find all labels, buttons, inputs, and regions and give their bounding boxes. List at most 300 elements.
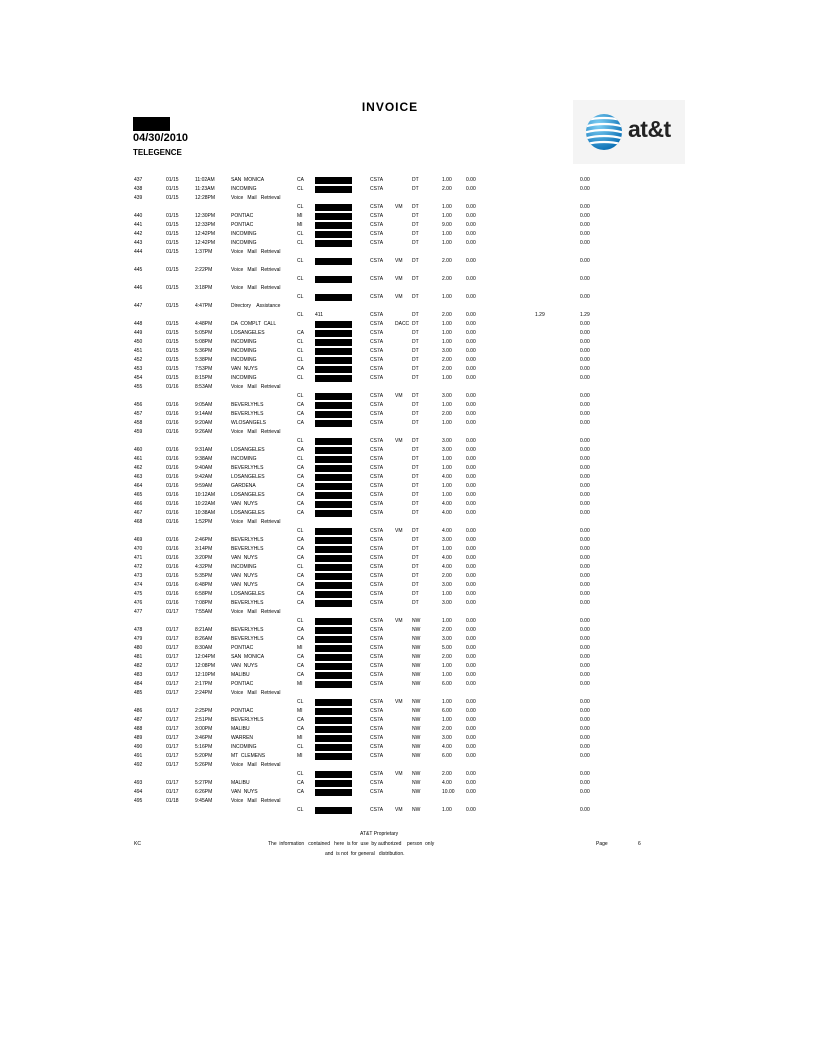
call-time: 7:55AM [195,609,213,615]
call-amount: 0.00 [466,501,476,507]
rate-code: CS7A [370,240,384,246]
table-row [0,491,816,500]
total-amount: 0.00 [580,240,590,246]
call-number: 477 [134,609,143,615]
call-time: 4:32PM [195,564,213,570]
rate-code: CS7A [370,438,384,444]
rate-code: CS7A [370,591,384,597]
call-amount: 0.00 [466,420,476,426]
call-place: INCOMING [231,564,257,570]
call-place: VAN NUYS [231,555,258,561]
rate-period: DT [412,294,419,300]
table-row [0,257,816,266]
call-date: 01/17 [166,690,179,696]
call-place: INCOMING [231,357,257,363]
call-number: 474 [134,582,143,588]
call-number: 488 [134,726,143,732]
call-minutes: 3.00 [442,636,452,642]
total-amount: 0.00 [580,474,590,480]
total-amount: 0.00 [580,627,590,633]
call-date: 01/17 [166,708,179,714]
table-row [0,329,816,338]
call-state: CA [297,402,304,408]
call-number: 491 [134,753,143,759]
call-amount: 0.00 [466,438,476,444]
rate-period: DT [412,492,419,498]
table-row [0,464,816,473]
rate-code: CS7A [370,366,384,372]
total-amount: 0.00 [580,294,590,300]
call-number: 450 [134,339,143,345]
rate-period: DT [412,339,419,345]
table-row [0,626,816,635]
call-number: 446 [134,285,143,291]
table-row [0,419,816,428]
rate-code: CS7A [370,699,384,705]
total-amount: 0.00 [580,528,590,534]
rate-code: CS7A [370,339,384,345]
call-time: 3:14PM [195,546,213,552]
call-number: 470 [134,546,143,552]
call-amount: 0.00 [466,294,476,300]
table-row [0,680,816,689]
call-place: INCOMING [231,456,257,462]
table-row [0,725,816,734]
call-time: 12:08PM [195,663,216,669]
total-amount: 0.00 [580,537,590,543]
call-time: 2:25PM [195,708,213,714]
call-time: 2:51PM [195,717,213,723]
call-place: INCOMING [231,348,257,354]
call-time: 7:08PM [195,600,213,606]
call-number: 479 [134,636,143,642]
call-time: 12:10PM [195,672,216,678]
call-time: 6:26PM [195,789,213,795]
call-amount: 0.00 [466,411,476,417]
call-amount: 0.00 [466,654,476,660]
redacted-number [315,411,352,418]
call-number: 444 [134,249,143,255]
feature-code: VM [395,807,403,813]
call-detail-table [0,176,816,815]
call-time: 3:46PM [195,735,213,741]
call-state: CA [297,663,304,669]
call-amount: 0.00 [466,636,476,642]
redacted-number [315,510,352,517]
call-number: 473 [134,573,143,579]
call-place: BEVERLYHLS [231,411,264,417]
call-number: 466 [134,501,143,507]
rate-period: NW [412,780,421,786]
redacted-number [315,636,352,643]
footer-notice-line-2: and is not for general distribution. [325,851,405,857]
call-date: 01/15 [166,357,179,363]
call-state: CA [297,582,304,588]
call-place: MALIBU [231,726,250,732]
call-state: CA [297,420,304,426]
redacted-number [315,177,352,184]
rate-period: DT [412,240,419,246]
rate-code: CS7A [370,627,384,633]
table-row [0,716,816,725]
table-row [0,653,816,662]
rate-period: NW [412,717,421,723]
call-number: 487 [134,717,143,723]
call-time: 1:52PM [195,519,213,525]
rate-code: CS7A [370,771,384,777]
table-row [0,383,816,392]
call-amount: 0.00 [466,330,476,336]
call-place: Voice Mail Retrieval [231,384,281,390]
call-state: CA [297,672,304,678]
call-time: 9:42AM [195,474,213,480]
call-state: CA [297,474,304,480]
call-amount: 0.00 [466,348,476,354]
call-amount: 0.00 [466,186,476,192]
call-place: LOSANGELES [231,447,265,453]
call-amount: 0.00 [466,447,476,453]
call-state: CA [297,537,304,543]
call-state: CL [297,699,304,705]
call-state: MI [297,645,303,651]
call-place: Voice Mail Retrieval [231,285,281,291]
call-state: CA [297,483,304,489]
rate-code: CS7A [370,258,384,264]
rate-code: CS7A [370,807,384,813]
feature-code: VM [395,276,403,282]
total-amount: 0.00 [580,357,590,363]
total-amount: 0.00 [580,726,590,732]
total-amount: 0.00 [580,231,590,237]
total-amount: 0.00 [580,573,590,579]
call-date: 01/18 [166,798,179,804]
call-minutes: 4.00 [442,780,452,786]
call-place: BEVERLYHLS [231,465,264,471]
call-date: 01/15 [166,267,179,273]
rate-period: NW [412,645,421,651]
call-place: Voice Mail Retrieval [231,519,281,525]
rate-code: CS7A [370,447,384,453]
call-minutes: 4.00 [442,474,452,480]
rate-period: DT [412,312,419,318]
call-time: 9:05AM [195,402,213,408]
call-time: 9:26AM [195,429,213,435]
rate-period: DT [412,357,419,363]
total-amount: 0.00 [580,501,590,507]
footer-page-number: 6 [638,841,641,847]
call-time: 5:08PM [195,339,213,345]
call-time: 11:23AM [195,186,215,192]
call-amount: 0.00 [466,537,476,543]
call-minutes: 1.00 [442,591,452,597]
footer-code: KC [134,841,141,847]
call-state: CL [297,393,304,399]
call-state: CA [297,177,304,183]
call-state: CL [297,618,304,624]
total-amount: 0.00 [580,546,590,552]
total-amount: 0.00 [580,672,590,678]
table-row [0,437,816,446]
total-amount: 0.00 [580,204,590,210]
redacted-number [315,528,352,535]
call-time: 11:02AM [195,177,215,183]
call-place: BEVERLYHLS [231,600,264,606]
redacted-number [315,735,352,742]
call-state: MI [297,681,303,687]
rate-period: NW [412,726,421,732]
call-number: 476 [134,600,143,606]
redacted-number [315,564,352,571]
rate-period: DT [412,600,419,606]
call-time: 2:46PM [195,537,213,543]
rate-period: DT [412,501,419,507]
rate-code: CS7A [370,546,384,552]
table-row [0,707,816,716]
call-state: MI [297,708,303,714]
total-amount: 0.00 [580,564,590,570]
call-minutes: 4.00 [442,564,452,570]
call-minutes: 6.00 [442,708,452,714]
call-minutes: 1.00 [442,807,452,813]
table-row [0,266,816,275]
redacted-number [315,402,352,409]
rate-code: CS7A [370,708,384,714]
redacted-number [315,330,352,337]
rate-period: DT [412,402,419,408]
call-amount: 0.00 [466,780,476,786]
redacted-number [315,447,352,454]
call-date: 01/15 [166,186,179,192]
table-row [0,455,816,464]
footer-proprietary: AT&T Proprietary [360,831,399,837]
call-amount: 0.00 [466,744,476,750]
call-amount: 0.00 [466,258,476,264]
call-minutes: 1.00 [442,618,452,624]
call-place: PONTIAC [231,681,254,687]
rate-period: NW [412,735,421,741]
table-row [0,320,816,329]
call-number: 449 [134,330,143,336]
call-amount: 0.00 [466,276,476,282]
call-minutes: 1.00 [442,420,452,426]
total-amount: 0.00 [580,636,590,642]
call-time: 6:58PM [195,591,213,597]
total-amount: 1.29 [580,312,590,318]
table-row [0,500,816,509]
call-amount: 0.00 [466,528,476,534]
rate-code: CS7A [370,357,384,363]
call-minutes: 1.00 [442,465,452,471]
call-date: 01/17 [166,654,179,660]
rate-period: DT [412,231,419,237]
feature-code: VM [395,204,403,210]
call-number: 478 [134,627,143,633]
att-logo [573,100,685,164]
table-row [0,311,816,320]
call-amount: 0.00 [466,492,476,498]
total-amount: 0.00 [580,402,590,408]
call-date: 01/17 [166,717,179,723]
rate-period: DT [412,555,419,561]
call-place: LOSANGELES [231,510,265,516]
call-place: PONTIAC [231,708,254,714]
call-amount: 0.00 [466,564,476,570]
total-amount: 0.00 [580,366,590,372]
rate-period: DT [412,177,419,183]
call-minutes: 3.00 [442,582,452,588]
redacted-number [315,321,352,328]
call-date: 01/16 [166,456,179,462]
redacted-number [315,393,352,400]
call-date: 01/15 [166,366,179,372]
call-number: 460 [134,447,143,453]
call-place: Voice Mail Retrieval [231,609,281,615]
call-number: 465 [134,492,143,498]
redacted-number [315,348,352,355]
call-place: Voice Mail Retrieval [231,762,281,768]
call-minutes: 1.00 [442,483,452,489]
call-minutes: 10.00 [442,789,455,795]
call-date: 01/16 [166,447,179,453]
call-number: 457 [134,411,143,417]
total-amount: 0.00 [580,321,590,327]
call-number: 481 [134,654,143,660]
call-amount: 0.00 [466,321,476,327]
call-state: CA [297,789,304,795]
rate-period: DT [412,321,419,327]
call-minutes: 1.00 [442,213,452,219]
call-minutes: 2.00 [442,627,452,633]
rate-period: NW [412,627,421,633]
call-place: INCOMING [231,744,257,750]
call-number: 440 [134,213,143,219]
rate-period: NW [412,708,421,714]
table-row [0,581,816,590]
call-state: CL [297,204,304,210]
call-number: 482 [134,663,143,669]
call-time: 8:53AM [195,384,213,390]
call-number: 467 [134,510,143,516]
call-state: CL [297,438,304,444]
call-minutes: 1.00 [442,663,452,669]
table-row [0,221,816,230]
footer-notice-line-1: The information contained here is for use by authorized person only [268,841,435,847]
call-date: 01/17 [166,780,179,786]
call-minutes: 6.00 [442,681,452,687]
call-amount: 0.00 [466,546,476,552]
rate-code: CS7A [370,213,384,219]
rate-period: DT [412,366,419,372]
table-row [0,788,816,797]
call-state: CL [297,240,304,246]
call-place: INCOMING [231,186,257,192]
rate-period: DT [412,411,419,417]
call-date: 01/17 [166,789,179,795]
call-amount: 0.00 [466,618,476,624]
call-time: 10:38AM [195,510,216,516]
call-date: 01/16 [166,546,179,552]
table-row [0,599,816,608]
call-place: LOSANGELES [231,591,265,597]
rate-period: NW [412,672,421,678]
call-date: 01/16 [166,429,179,435]
table-row [0,662,816,671]
table-row [0,401,816,410]
call-minutes: 9.00 [442,222,452,228]
rate-code: CS7A [370,294,384,300]
call-amount: 0.00 [466,465,476,471]
redacted-number [315,438,352,445]
call-time: 12:42PM [195,231,216,237]
rate-period: DT [412,483,419,489]
call-amount: 0.00 [466,483,476,489]
total-amount: 0.00 [580,447,590,453]
call-amount: 0.00 [466,393,476,399]
call-amount: 0.00 [466,591,476,597]
call-minutes: 2.00 [442,357,452,363]
call-state: MI [297,735,303,741]
call-time: 9:20AM [195,420,213,426]
call-time: 8:21AM [195,627,213,633]
call-minutes: 3.00 [442,537,452,543]
call-number: 455 [134,384,143,390]
call-minutes: 2.00 [442,276,452,282]
rate-code: CS7A [370,789,384,795]
total-amount: 0.00 [580,771,590,777]
call-place: VAN NUYS [231,789,258,795]
call-time: 9:31AM [195,447,213,453]
call-number: 495 [134,798,143,804]
call-minutes: 4.00 [442,501,452,507]
call-number: 453 [134,366,143,372]
call-date: 01/15 [166,375,179,381]
call-state: CL [297,339,304,345]
call-place: PONTIAC [231,213,254,219]
call-date: 01/16 [166,474,179,480]
total-amount: 0.00 [580,339,590,345]
call-date: 01/15 [166,249,179,255]
call-place: VAN NUYS [231,663,258,669]
total-amount: 0.00 [580,717,590,723]
call-amount: 0.00 [466,312,476,318]
call-state: CL [297,276,304,282]
call-state: CA [297,573,304,579]
table-row [0,545,816,554]
call-date: 01/16 [166,564,179,570]
call-time: 4:48PM [195,321,213,327]
rate-period: NW [412,753,421,759]
call-time: 5:26PM [195,762,213,768]
rate-period: DT [412,510,419,516]
call-amount: 0.00 [466,555,476,561]
table-row [0,743,816,752]
call-amount: 0.00 [466,231,476,237]
redacted-number [315,537,352,544]
redacted-number [315,555,352,562]
call-number: 485 [134,690,143,696]
call-state: CL [297,348,304,354]
total-amount: 0.00 [580,645,590,651]
total-amount: 0.00 [580,735,590,741]
rate-code: CS7A [370,501,384,507]
redacted-number [315,618,352,625]
call-state: CL [297,375,304,381]
redacted-number [315,771,352,778]
call-time: 5:16PM [195,744,213,750]
call-place: MALIBU [231,780,250,786]
call-place: BEVERLYHLS [231,627,264,633]
rate-period: NW [412,681,421,687]
